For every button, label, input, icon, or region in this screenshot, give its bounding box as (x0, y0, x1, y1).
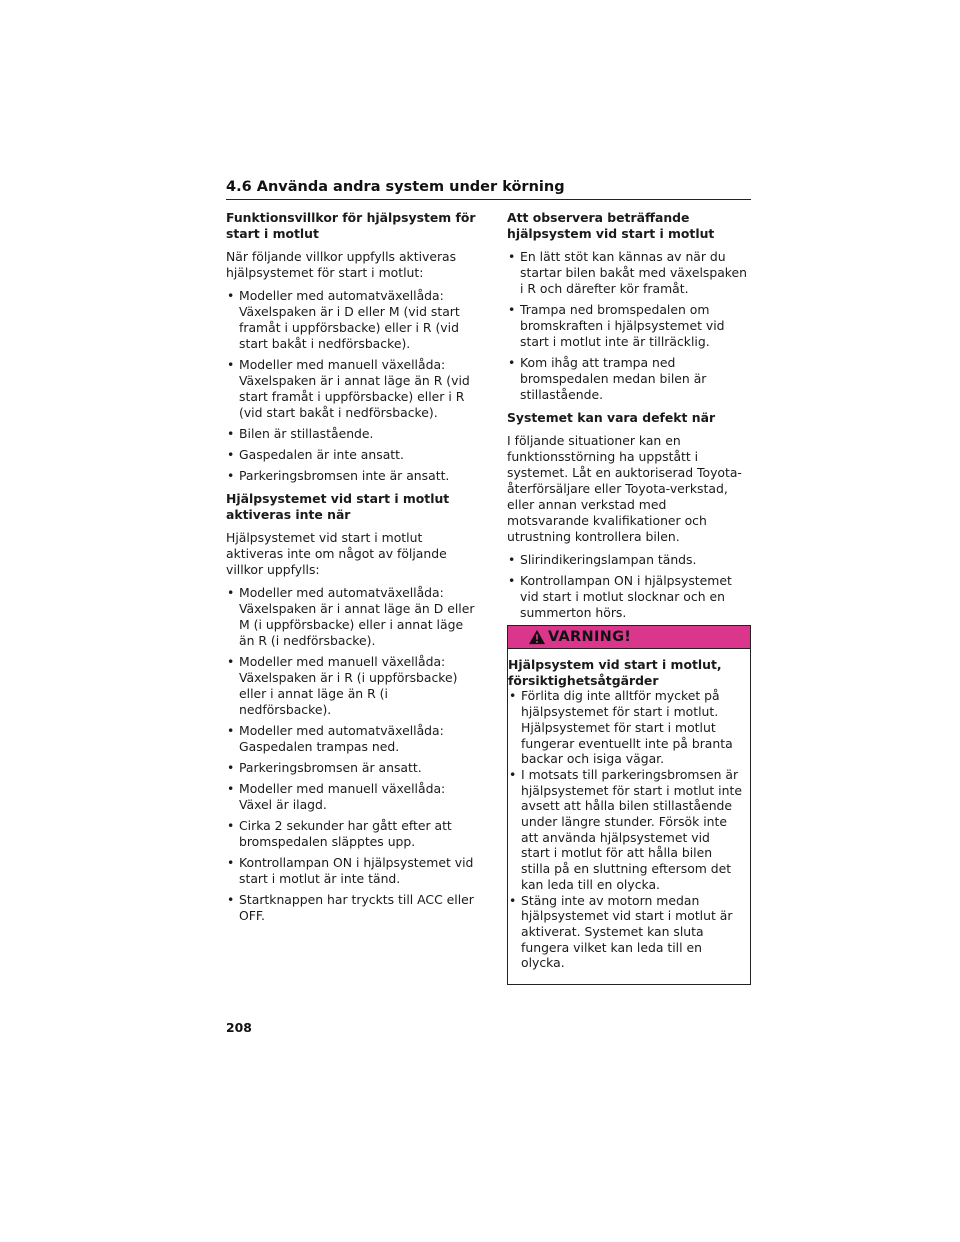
warning-body (508, 649, 750, 984)
list-item: • Slirindikeringslampan tänds. (507, 552, 751, 568)
list-item: • Parkeringsbromsen inte är ansatt. (226, 468, 476, 484)
warning-heading: Hjälpsystem vid start i motlut, försiktighetsåtgärder (508, 657, 722, 688)
observe-heading: Att observera beträffande hjälpsystem vid start i motlut (507, 210, 715, 241)
warning-box (507, 625, 751, 985)
list-item: • Parkeringsbromsen är ansatt. (226, 760, 476, 776)
warning-triangle-icon (528, 629, 546, 645)
list-item: • Stäng inte av motorn medan hjälpsystemet vid start i motlut är aktiverat. Systemet kan sluta fungera vilket kan leda till en olycka. (508, 893, 742, 972)
list-item: • En lätt stöt kan kännas av när du startar bilen bakåt med växelspaken i R och därefter kör framåt. (507, 249, 751, 297)
list-item: • Modeller med automatväxellåda: Växelspaken är i D eller M (vid start framåt i uppförsbacke) eller i R (vid start bakåt i nedförsbacke). (226, 288, 476, 352)
list-item: • Modeller med automatväxellåda: Gaspedalen trampas ned. (226, 723, 476, 755)
operating-conditions-heading: Funktionsvillkor för hjälpsystem för start i motlut (226, 210, 476, 241)
section-title: 4.6 Använda andra system under körning (226, 178, 751, 200)
list-item: • Gaspedalen är inte ansatt. (226, 447, 476, 463)
list-item: • I motsats till parkeringsbromsen är hjälpsystemet för start i motlut inte avsett att hålla bilen stillastående under längre stunder. Försök inte att använda hjälpsystemet vid start i motlut för att hålla bilen stilla på en sluttning eftersom det kan leda till en olycka. (508, 767, 742, 893)
operating-conditions-list (226, 288, 476, 484)
right-column (507, 210, 751, 628)
page-number: 208 (226, 1020, 252, 1035)
list-item: • Bilen är stillastående. (226, 426, 476, 442)
list-item: • Kontrollampan ON i hjälpsystemet vid start i motlut slocknar och en summerton hörs. (507, 573, 751, 621)
defect-list (507, 552, 751, 621)
list-item: • Kontrollampan ON i hjälpsystemet vid start i motlut är inte tänd. (226, 855, 476, 887)
list-item: • Modeller med manuell växellåda: Växelspaken är i annat läge än R (vid start framåt i uppförsbacke) eller i R (vid start bakåt i nedförsbacke). (226, 357, 476, 421)
left-column (226, 210, 476, 931)
not-activated-list (226, 585, 476, 924)
list-item: • Förlita dig inte alltför mycket på hjälpsystemet för start i motlut. Hjälpsystemet för start i motlut fungerar eventuellt inte på branta backar och isiga vägar. (508, 688, 742, 767)
warning-label: VARNING! (548, 629, 632, 645)
defect-intro: I följande situationer kan en funktionsstörning ha uppstått i systemet. Låt en auktoriserad Toyota-återförsäljare eller Toyota-verkstad, eller annan verkstad med motsvarande kvalifikationer och utrustning kontrollera bilen. (507, 433, 742, 544)
observe-list (507, 249, 751, 403)
list-item: • Modeller med automatväxellåda: Växelspaken är i annat läge än D eller M (i uppförsbacke) eller i annat läge än R (i nedförsbacke). (226, 585, 476, 649)
list-item: • Modeller med manuell växellåda: Växelspaken är i R (i uppförsbacke) eller i annat läge än R (i nedförsbacke). (226, 654, 476, 718)
not-activated-heading: Hjälpsystemet vid start i motlut aktiveras inte när (226, 491, 450, 522)
list-item: • Trampa ned bromspedalen om bromskraften i hjälpsystemet vid start i motlut inte är tillräcklig. (507, 302, 751, 350)
list-item: • Startknappen har tryckts till ACC eller OFF. (226, 892, 476, 924)
not-activated-intro: Hjälpsystemet vid start i motlut aktiveras inte om något av följande villkor uppfylls: (226, 530, 447, 577)
defect-heading: Systemet kan vara defekt när (507, 410, 716, 425)
operating-conditions-intro: När följande villkor uppfylls aktiveras hjälpsystemet för start i motlut: (226, 249, 457, 280)
warning-header (508, 626, 750, 649)
list-item: • Kom ihåg att trampa ned bromspedalen medan bilen är stillastående. (507, 355, 751, 403)
list-item: • Cirka 2 sekunder har gått efter att bromspedalen släpptes upp. (226, 818, 476, 850)
warning-list (508, 688, 742, 971)
list-item: • Modeller med manuell växellåda: Växel är ilagd. (226, 781, 476, 813)
